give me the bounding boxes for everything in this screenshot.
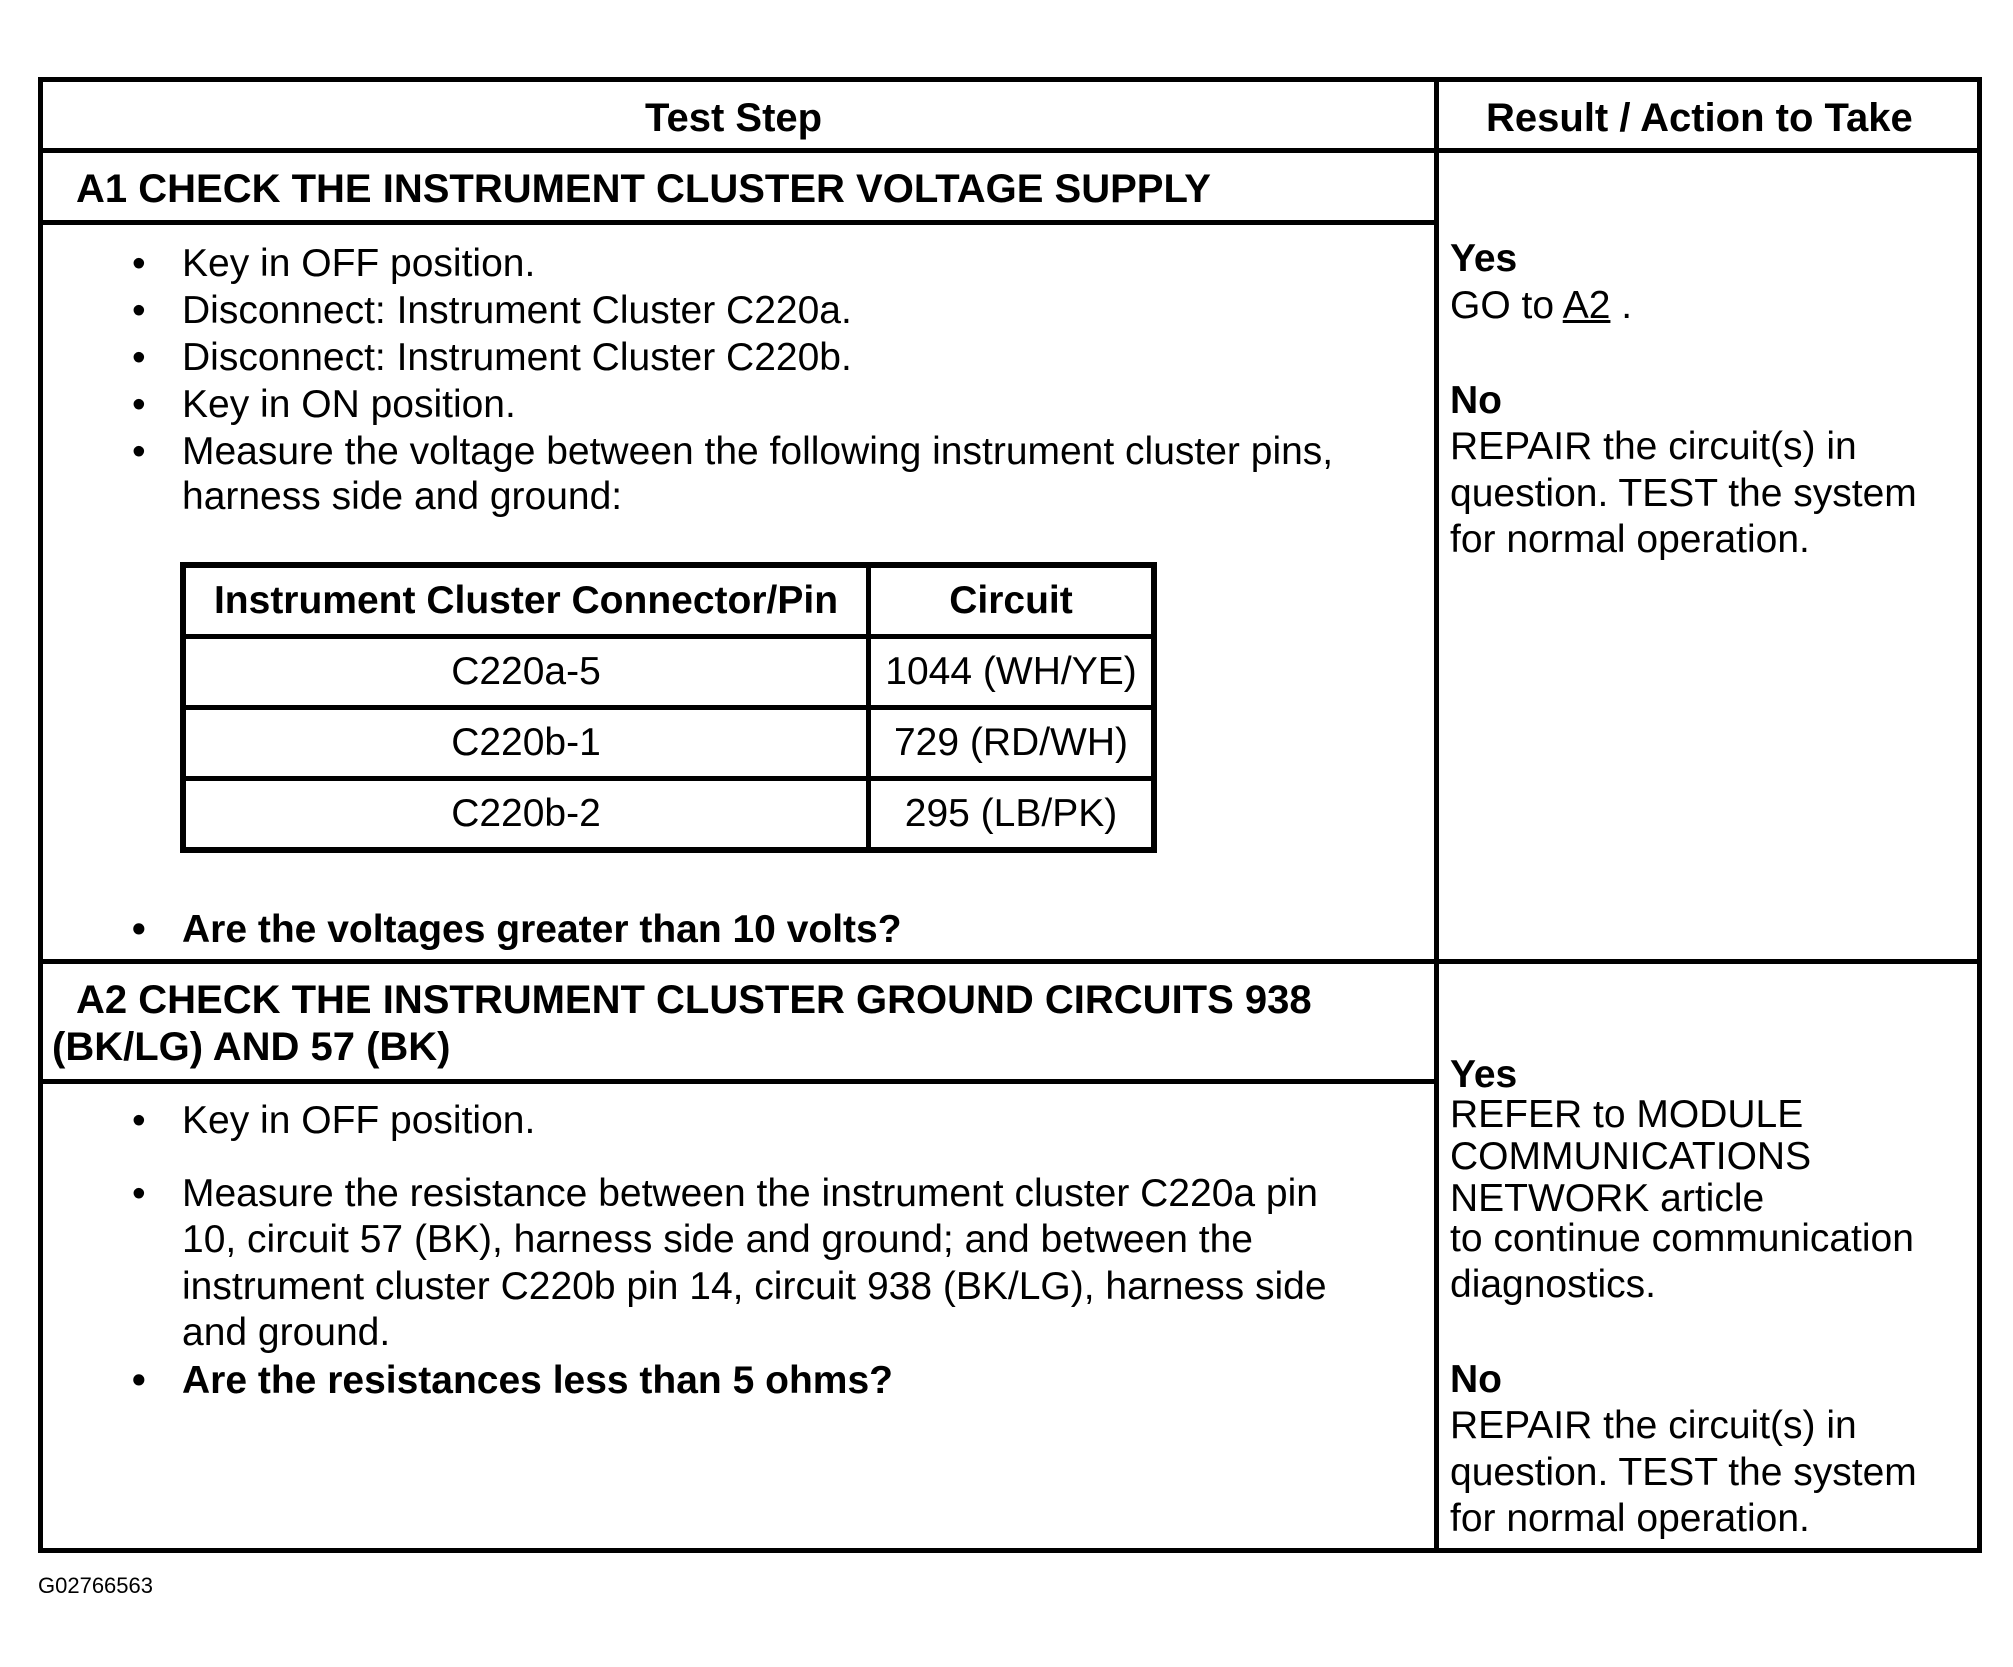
section-divider	[38, 959, 1982, 964]
a1-no-action-line: for normal operation.	[1450, 518, 1810, 561]
a1-step-continuation: harness side and ground:	[182, 475, 623, 518]
a1-step: • Measure the voltage between the following instrument cluster pins,	[42, 428, 1333, 475]
a2-step1-list	[42, 1097, 535, 1144]
a2-question-list	[42, 1357, 893, 1404]
a1-steps	[42, 240, 1333, 475]
a1-title: A1 CHECK THE INSTRUMENT CLUSTER VOLTAGE SUPPLY	[76, 167, 1211, 211]
col-connector-pin: Instrument Cluster Connector/Pin	[183, 565, 869, 637]
a1-step: • Key in ON position.	[42, 381, 1333, 428]
a2-yes-action-line: to continue communication	[1450, 1217, 1914, 1260]
a1-step: • Key in OFF position.	[42, 240, 1333, 287]
a1-step: • Disconnect: Instrument Cluster C220a.	[42, 287, 1333, 334]
column-divider	[1434, 77, 1439, 1553]
a2-step-continuation: instrument cluster C220b pin 14, circuit 938 (BK/LG), harness side	[182, 1265, 1327, 1308]
a2-yes-action-line: diagnostics.	[1450, 1263, 1656, 1306]
a2-title-line1: A2 CHECK THE INSTRUMENT CLUSTER GROUND CIRCUITS 938	[76, 978, 1312, 1022]
a1-yes-suffix: .	[1610, 284, 1633, 327]
a2-no-action-line: for normal operation.	[1450, 1497, 1810, 1540]
table-row	[183, 779, 1154, 851]
a1-yes-action	[1450, 283, 1632, 329]
table-row	[183, 637, 1154, 708]
header-result-action: Result / Action to Take	[1486, 96, 1913, 140]
header-test-step: Test Step	[645, 96, 823, 140]
a2-step: • Measure the resistance between the instrument cluster C220a pin	[42, 1170, 1318, 1217]
col-circuit: Circuit	[869, 565, 1155, 637]
a1-title-divider	[38, 220, 1437, 225]
a2-link[interactable]: A2	[1562, 284, 1611, 327]
a2-step-continuation: 10, circuit 57 (BK), harness side and ground; and between the	[182, 1218, 1253, 1261]
a2-no-action-line: question. TEST the system	[1450, 1451, 1917, 1494]
a1-yes-label: Yes	[1450, 237, 1518, 280]
header-divider	[38, 148, 1982, 153]
a1-no-action-line: REPAIR the circuit(s) in	[1450, 425, 1857, 468]
circuit-cell: 729 (RD/WH)	[869, 708, 1155, 779]
a2-yes-action-line: COMMUNICATIONS	[1450, 1135, 1812, 1178]
table-row	[183, 708, 1154, 779]
a2-no-label: No	[1450, 1358, 1502, 1401]
a2-step2-list	[42, 1170, 1318, 1217]
a2-no-action-line: REPAIR the circuit(s) in	[1450, 1404, 1857, 1447]
pin-cell: C220b-1	[183, 708, 869, 779]
a2-title-line2: (BK/LG) AND 57 (BK)	[52, 1025, 451, 1069]
pin-circuit-table	[180, 562, 1157, 853]
a1-step: • Disconnect: Instrument Cluster C220b.	[42, 334, 1333, 381]
table-header-row	[183, 565, 1154, 637]
a1-no-action-line: question. TEST the system	[1450, 472, 1917, 515]
a2-step: • Key in OFF position.	[42, 1097, 535, 1144]
a1-no-label: No	[1450, 379, 1502, 422]
image-id: G02766563	[38, 1573, 153, 1598]
a2-yes-action-line: REFER to MODULE	[1450, 1093, 1804, 1136]
circuit-cell: 1044 (WH/YE)	[869, 637, 1155, 708]
a2-yes-action-line: NETWORK article	[1450, 1177, 1765, 1220]
a2-question: • Are the resistances less than 5 ohms?	[42, 1357, 893, 1404]
a1-question-list	[42, 906, 902, 953]
a2-title-divider	[38, 1079, 1437, 1084]
a1-question: • Are the voltages greater than 10 volts?	[42, 906, 902, 953]
a2-step-continuation: and ground.	[182, 1311, 391, 1354]
pin-cell: C220b-2	[183, 779, 869, 851]
a1-yes-prefix: GO to	[1450, 284, 1563, 327]
circuit-cell: 295 (LB/PK)	[869, 779, 1155, 851]
a2-yes-label: Yes	[1450, 1053, 1518, 1096]
pin-cell: C220a-5	[183, 637, 869, 708]
